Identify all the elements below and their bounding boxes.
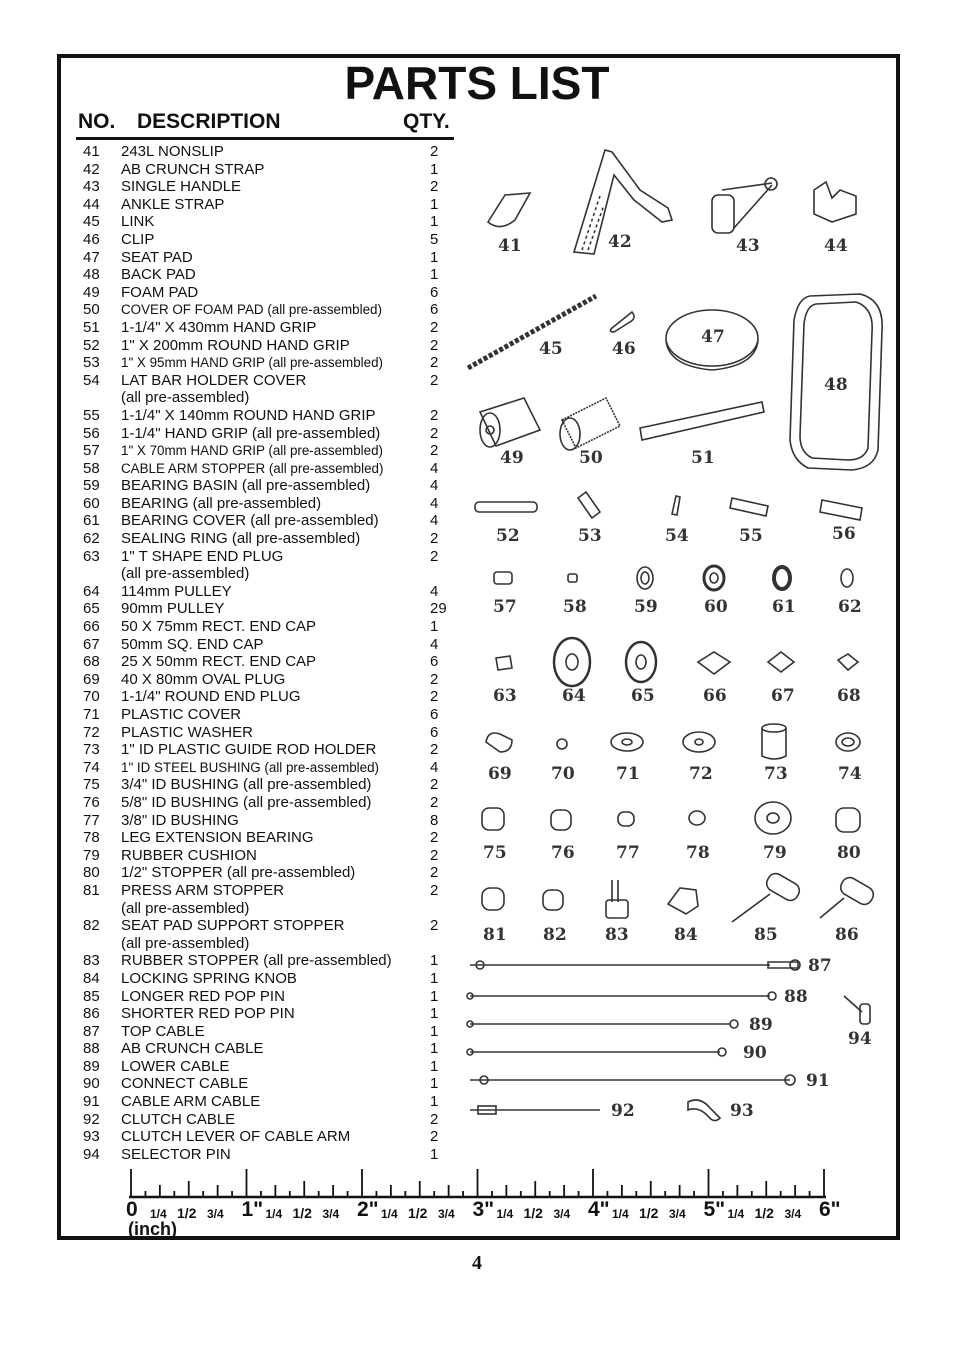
part-label-53: 53 bbox=[578, 526, 602, 546]
part-number: 77 bbox=[83, 811, 100, 829]
page-title: PARTS LIST bbox=[344, 57, 610, 109]
part-quantity: 2 bbox=[430, 406, 439, 424]
part-label-61: 61 bbox=[772, 597, 796, 617]
part-label-45: 45 bbox=[539, 339, 563, 359]
part-quantity: 2 bbox=[430, 143, 439, 160]
part-quantity: 2 bbox=[430, 318, 439, 336]
ruler-inch-label: 3" bbox=[472, 1198, 495, 1221]
part-number: 48 bbox=[83, 266, 100, 284]
part-quantity: 1 bbox=[430, 1145, 439, 1163]
part-quantity: 1 bbox=[430, 195, 439, 213]
part-quantity: 2 bbox=[430, 864, 439, 882]
part-quantity: 4 bbox=[430, 512, 439, 530]
part-label-51: 51 bbox=[691, 448, 715, 468]
part-number: 67 bbox=[83, 635, 100, 653]
page-number: 4 bbox=[472, 1252, 482, 1274]
part-number: 81 bbox=[83, 881, 100, 899]
part-label-49: 49 bbox=[500, 448, 524, 468]
part-description: 3/8" ID BUSHING bbox=[121, 811, 239, 829]
part-description: 1" ID PLASTIC GUIDE ROD HOLDER bbox=[121, 741, 377, 759]
part-quantity: 5 bbox=[430, 230, 439, 248]
part-number: 73 bbox=[83, 741, 100, 759]
part-number: 45 bbox=[83, 213, 100, 231]
part-label-60: 60 bbox=[704, 597, 728, 617]
ruler-fraction-label: 1/4 bbox=[381, 1207, 398, 1221]
ruler-fraction-label: 1/2 bbox=[639, 1205, 659, 1221]
part-quantity: 1 bbox=[430, 1075, 439, 1093]
part-number: 74 bbox=[83, 758, 100, 776]
ruler-fraction-label: 1/4 bbox=[612, 1207, 629, 1221]
part-number: 83 bbox=[83, 952, 100, 970]
column-header-no: NO. bbox=[78, 110, 116, 133]
part-quantity: 2 bbox=[430, 1128, 439, 1146]
part-number: 86 bbox=[83, 1005, 100, 1023]
part-number: 71 bbox=[83, 706, 100, 723]
part-description: 1" X 95mm HAND GRIP (all pre-assembled) bbox=[121, 355, 383, 371]
part-quantity: 1 bbox=[430, 618, 439, 636]
part-quantity: 1 bbox=[430, 266, 439, 284]
part-number: 65 bbox=[83, 600, 100, 618]
part-label-74: 74 bbox=[838, 764, 862, 784]
part-description: (all pre-assembled) bbox=[121, 934, 250, 952]
part-number: 50 bbox=[83, 301, 100, 319]
part-number: 79 bbox=[83, 846, 100, 864]
part-label-64: 64 bbox=[562, 686, 586, 706]
part-label-81: 81 bbox=[483, 925, 507, 945]
part-label-68: 68 bbox=[837, 686, 861, 706]
part-quantity: 4 bbox=[430, 459, 439, 477]
part-number: 41 bbox=[83, 143, 100, 160]
part-label-56: 56 bbox=[832, 524, 856, 544]
part-description: SINGLE HANDLE bbox=[121, 178, 242, 196]
part-number: 60 bbox=[83, 494, 100, 512]
part-description: PLASTIC WASHER bbox=[121, 723, 253, 741]
part-number: 55 bbox=[83, 406, 100, 424]
part-number: 57 bbox=[83, 442, 100, 460]
part-label-71: 71 bbox=[616, 764, 640, 784]
part-description: 1-1/4" ROUND END PLUG bbox=[121, 688, 301, 706]
part-number: 54 bbox=[83, 371, 100, 389]
part-description: SHORTER RED POP PIN bbox=[121, 1005, 295, 1023]
part-label-85: 85 bbox=[754, 925, 778, 945]
part-description: BEARING BASIN (all pre-assembled) bbox=[121, 477, 371, 495]
part-quantity: 8 bbox=[430, 811, 439, 829]
part-quantity: 1 bbox=[430, 213, 439, 231]
part-description: SELECTOR PIN bbox=[121, 1145, 231, 1163]
part-description: TOP CABLE bbox=[121, 1022, 205, 1040]
ruler-fraction-label: 1/4 bbox=[727, 1207, 745, 1221]
part-label-78: 78 bbox=[686, 843, 710, 863]
part-number: 53 bbox=[83, 354, 100, 372]
part-description: PRESS ARM STOPPER bbox=[121, 881, 285, 899]
part-label-88: 88 bbox=[784, 987, 808, 1007]
part-description: (all pre-assembled) bbox=[121, 899, 250, 917]
part-description: LOCKING SPRING KNOB bbox=[121, 969, 297, 987]
part-label-70: 70 bbox=[551, 764, 575, 784]
part-description: 90mm PULLEY bbox=[121, 600, 225, 618]
part-label-44: 44 bbox=[824, 236, 848, 256]
part-label-94: 94 bbox=[848, 1029, 872, 1049]
part-description: CABLE ARM CABLE bbox=[121, 1093, 261, 1111]
part-quantity: 2 bbox=[430, 354, 439, 372]
part-label-63: 63 bbox=[493, 686, 517, 706]
part-quantity: 2 bbox=[430, 688, 439, 706]
part-description: 25 X 50mm RECT. END CAP bbox=[121, 653, 317, 671]
part-number: 75 bbox=[83, 776, 100, 794]
part-number: 51 bbox=[83, 318, 100, 336]
part-description: CLUTCH LEVER OF CABLE ARM bbox=[121, 1128, 351, 1146]
part-description: LAT BAR HOLDER COVER bbox=[121, 371, 307, 389]
ruler-fraction-label: 1/2 bbox=[754, 1205, 774, 1221]
part-label-79: 79 bbox=[763, 843, 787, 863]
part-description: CONNECT CABLE bbox=[121, 1075, 249, 1093]
part-label-52: 52 bbox=[496, 526, 520, 546]
part-label-72: 72 bbox=[689, 764, 713, 784]
part-number: 42 bbox=[83, 160, 100, 178]
ruler-inch-label: 1" bbox=[241, 1198, 264, 1221]
part-label-62: 62 bbox=[838, 597, 862, 617]
part-description: ANKLE STRAP bbox=[121, 195, 225, 213]
part-quantity: 1 bbox=[430, 1022, 439, 1040]
part-description: 1" X 200mm ROUND HAND GRIP bbox=[121, 336, 350, 354]
ruler-inch-label: 6" bbox=[819, 1198, 841, 1221]
ruler-fraction-label: 3/4 bbox=[669, 1207, 686, 1221]
part-label-65: 65 bbox=[631, 686, 655, 706]
part-quantity: 2 bbox=[430, 442, 439, 460]
part-quantity: 2 bbox=[430, 881, 439, 899]
part-number: 84 bbox=[83, 969, 100, 987]
part-quantity: 6 bbox=[430, 723, 439, 741]
ruler-fraction-label: 1/2 bbox=[177, 1205, 197, 1221]
column-header-qty: QTY. bbox=[403, 110, 450, 133]
part-quantity: 4 bbox=[430, 582, 439, 600]
part-description: RUBBER STOPPER (all pre-assembled) bbox=[121, 952, 392, 970]
part-label-66: 66 bbox=[703, 686, 727, 706]
part-number: 64 bbox=[83, 582, 100, 600]
part-number: 76 bbox=[83, 793, 100, 811]
part-description: LINK bbox=[121, 213, 155, 231]
part-description: 5/8" ID BUSHING (all pre-assembled) bbox=[121, 793, 372, 811]
part-description: 1" T SHAPE END PLUG bbox=[121, 547, 284, 565]
ruler-fraction-label: 1/4 bbox=[265, 1207, 283, 1221]
part-description: BEARING COVER (all pre-assembled) bbox=[121, 512, 379, 530]
part-number: 52 bbox=[83, 336, 100, 354]
part-label-43: 43 bbox=[736, 236, 760, 256]
part-quantity: 6 bbox=[430, 301, 439, 319]
part-description: CLIP bbox=[121, 230, 155, 248]
part-description: COVER OF FOAM PAD (all pre-assembled) bbox=[121, 302, 382, 318]
ruler-inch-label: 4" bbox=[588, 1198, 610, 1221]
part-label-89: 89 bbox=[749, 1015, 773, 1035]
part-label-93: 93 bbox=[730, 1101, 754, 1121]
part-description: 40 X 80mm OVAL PLUG bbox=[121, 670, 286, 688]
part-description: AB CRUNCH CABLE bbox=[121, 1040, 264, 1058]
part-description: 1-1/4" HAND GRIP (all pre-assembled) bbox=[121, 424, 381, 442]
part-quantity: 1 bbox=[430, 952, 439, 970]
part-label-86: 86 bbox=[835, 925, 859, 945]
part-number: 43 bbox=[83, 178, 100, 196]
part-quantity: 2 bbox=[430, 670, 439, 688]
part-description: 114mm PULLEY bbox=[121, 582, 232, 600]
part-quantity: 1 bbox=[430, 1093, 439, 1111]
part-label-58: 58 bbox=[563, 597, 587, 617]
part-number: 78 bbox=[83, 829, 100, 847]
part-number: 80 bbox=[83, 864, 100, 882]
part-quantity: 2 bbox=[430, 424, 439, 442]
part-number: 56 bbox=[83, 424, 100, 442]
part-label-59: 59 bbox=[634, 597, 658, 617]
part-quantity: 6 bbox=[430, 283, 439, 301]
part-label-82: 82 bbox=[543, 925, 567, 945]
part-quantity: 1 bbox=[430, 1057, 439, 1075]
ruler-fraction-label: 1/2 bbox=[523, 1205, 543, 1221]
part-quantity: 1 bbox=[430, 969, 439, 987]
part-label-75: 75 bbox=[483, 843, 507, 863]
part-number: 87 bbox=[83, 1022, 100, 1040]
part-quantity: 6 bbox=[430, 706, 439, 723]
part-quantity: 2 bbox=[430, 336, 439, 354]
part-number: 47 bbox=[83, 248, 100, 266]
part-number: 66 bbox=[83, 618, 100, 636]
part-quantity: 1 bbox=[430, 987, 439, 1005]
part-description: (all pre-assembled) bbox=[121, 565, 250, 583]
part-description: BEARING (all pre-assembled) bbox=[121, 494, 322, 512]
part-number: 68 bbox=[83, 653, 100, 671]
part-label-42: 42 bbox=[608, 232, 632, 252]
part-description: LOWER CABLE bbox=[121, 1057, 230, 1075]
part-description: LEG EXTENSION BEARING bbox=[121, 829, 314, 847]
part-number: 61 bbox=[83, 512, 100, 530]
part-number: 49 bbox=[83, 283, 100, 301]
part-number: 93 bbox=[83, 1128, 100, 1146]
ruler-fraction-label: 3/4 bbox=[322, 1207, 340, 1221]
part-label-83: 83 bbox=[605, 925, 629, 945]
part-label-41: 41 bbox=[498, 236, 522, 256]
part-label-55: 55 bbox=[739, 526, 763, 546]
part-description: 243L NONSLIP bbox=[121, 143, 224, 160]
part-description: 50 X 75mm RECT. END CAP bbox=[121, 618, 317, 636]
part-description: 1" ID STEEL BUSHING (all pre-assembled) bbox=[121, 759, 380, 775]
part-description: SEAT PAD bbox=[121, 248, 193, 266]
part-description: 1" X 70mm HAND GRIP (all pre-assembled) bbox=[121, 443, 383, 459]
part-number: 92 bbox=[83, 1110, 100, 1128]
part-quantity: 2 bbox=[430, 829, 439, 847]
part-label-87: 87 bbox=[808, 956, 832, 976]
part-description: RUBBER CUSHION bbox=[121, 846, 257, 864]
part-label-46: 46 bbox=[612, 339, 636, 359]
part-label-73: 73 bbox=[764, 764, 788, 784]
part-description: CLUTCH CABLE bbox=[121, 1110, 236, 1128]
ruler-fraction-label: 3/4 bbox=[784, 1207, 802, 1221]
part-label-92: 92 bbox=[611, 1101, 635, 1121]
part-quantity: 1 bbox=[430, 1040, 439, 1058]
part-quantity: 4 bbox=[430, 494, 439, 512]
part-description: SEALING RING (all pre-assembled) bbox=[121, 530, 361, 548]
part-label-91: 91 bbox=[806, 1071, 830, 1091]
part-quantity: 2 bbox=[430, 776, 439, 794]
part-number: 91 bbox=[83, 1093, 100, 1111]
part-quantity: 4 bbox=[430, 635, 439, 653]
part-label-84: 84 bbox=[674, 925, 698, 945]
part-description: AB CRUNCH STRAP bbox=[121, 160, 265, 178]
part-quantity: 1 bbox=[430, 248, 439, 266]
part-quantity: 1 bbox=[430, 1005, 439, 1023]
part-quantity: 2 bbox=[430, 1110, 439, 1128]
part-label-47: 47 bbox=[701, 327, 725, 347]
ruler-fraction-label: 1/2 bbox=[292, 1205, 312, 1221]
part-label-80: 80 bbox=[837, 843, 861, 863]
part-label-77: 77 bbox=[616, 843, 640, 863]
part-label-76: 76 bbox=[551, 843, 575, 863]
part-number: 85 bbox=[83, 987, 100, 1005]
part-description: SEAT PAD SUPPORT STOPPER bbox=[121, 917, 345, 935]
part-number: 44 bbox=[83, 195, 100, 213]
part-quantity: 2 bbox=[430, 178, 439, 196]
ruler-fraction-label: 1/2 bbox=[408, 1205, 428, 1221]
ruler-fraction-label: 3/4 bbox=[207, 1207, 224, 1221]
part-label-67: 67 bbox=[771, 686, 795, 706]
part-label-69: 69 bbox=[488, 764, 512, 784]
part-description: 1/2" STOPPER (all pre-assembled) bbox=[121, 864, 356, 882]
ruler-inch-label: 5" bbox=[703, 1198, 726, 1221]
part-description: FOAM PAD bbox=[121, 283, 199, 301]
part-quantity: 2 bbox=[430, 547, 439, 565]
part-description: (all pre-assembled) bbox=[121, 389, 250, 407]
part-number: 62 bbox=[83, 530, 100, 548]
part-number: 70 bbox=[83, 688, 100, 706]
part-quantity: 6 bbox=[430, 653, 439, 671]
part-number: 82 bbox=[83, 917, 100, 935]
ruler-fraction-label: 3/4 bbox=[438, 1207, 455, 1221]
part-number: 89 bbox=[83, 1057, 100, 1075]
part-label-48: 48 bbox=[824, 375, 848, 395]
part-quantity: 1 bbox=[430, 160, 439, 178]
part-description: PLASTIC COVER bbox=[121, 706, 242, 723]
ruler-unit-label: (inch) bbox=[128, 1219, 177, 1239]
part-number: 94 bbox=[83, 1145, 100, 1163]
part-description: 1-1/4" X 430mm HAND GRIP bbox=[121, 318, 317, 336]
part-quantity: 2 bbox=[430, 530, 439, 548]
part-number: 90 bbox=[83, 1075, 100, 1093]
column-header-description: DESCRIPTION bbox=[137, 110, 281, 133]
part-description: 3/4" ID BUSHING (all pre-assembled) bbox=[121, 776, 372, 794]
part-label-57: 57 bbox=[493, 597, 517, 617]
part-description: BACK PAD bbox=[121, 266, 196, 284]
part-quantity: 2 bbox=[430, 741, 439, 759]
ruler-fraction-label: 1/4 bbox=[496, 1207, 514, 1221]
part-number: 59 bbox=[83, 477, 100, 495]
part-number: 46 bbox=[83, 230, 100, 248]
part-label-90: 90 bbox=[743, 1043, 767, 1063]
part-quantity: 2 bbox=[430, 371, 439, 389]
part-number: 63 bbox=[83, 547, 100, 565]
part-label-54: 54 bbox=[665, 526, 689, 546]
part-description: LONGER RED POP PIN bbox=[121, 987, 285, 1005]
ruler-fraction-label: 1/4 bbox=[150, 1207, 167, 1221]
ruler-fraction-label: 3/4 bbox=[553, 1207, 571, 1221]
part-description: 50mm SQ. END CAP bbox=[121, 635, 264, 653]
part-quantity: 2 bbox=[430, 846, 439, 864]
part-label-50: 50 bbox=[579, 448, 603, 468]
part-description: 1-1/4" X 140mm ROUND HAND GRIP bbox=[121, 406, 376, 424]
part-number: 69 bbox=[83, 670, 100, 688]
part-number: 58 bbox=[83, 459, 100, 477]
part-quantity: 4 bbox=[430, 758, 439, 776]
part-description: CABLE ARM STOPPER (all pre-assembled) bbox=[121, 460, 384, 476]
part-number: 72 bbox=[83, 723, 100, 741]
part-quantity: 4 bbox=[430, 477, 439, 495]
ruler-inch-label: 2" bbox=[357, 1198, 379, 1221]
part-quantity: 2 bbox=[430, 917, 439, 935]
ruler-inch-label: 0 bbox=[126, 1198, 138, 1221]
part-quantity: 29 bbox=[430, 600, 447, 618]
part-number: 88 bbox=[83, 1040, 100, 1058]
part-quantity: 2 bbox=[430, 793, 439, 811]
